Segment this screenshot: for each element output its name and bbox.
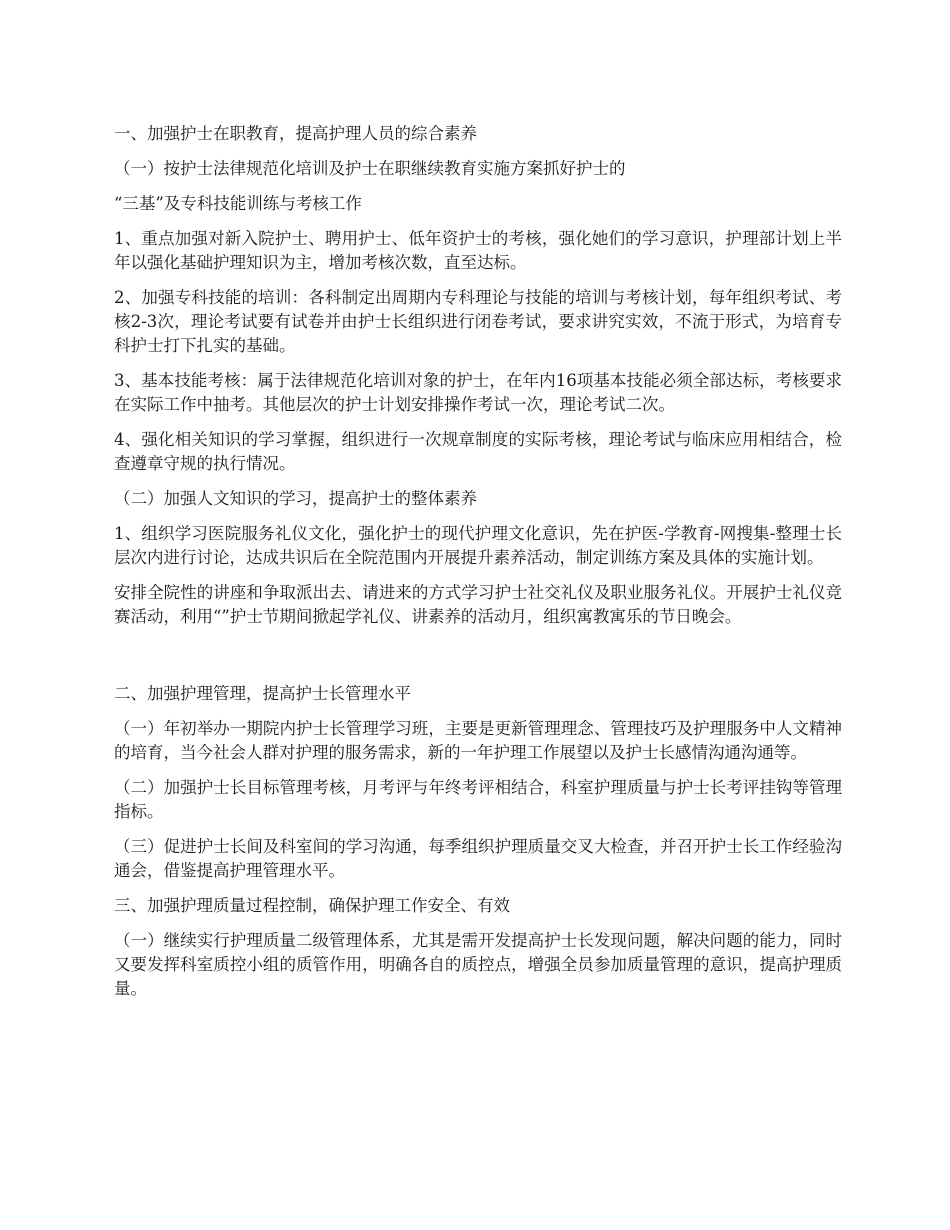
section-heading-3: 三、加强护理质量过程控制，确保护理工作安全、有效: [114, 896, 510, 915]
subsection-heading-1-1-cont: “三基”及专科技能训练与考核工作: [114, 194, 362, 213]
section-spacer: [114, 640, 842, 682]
subsection-heading-1-2: （二）加强人文知识的学习，提高护士的整体素养: [114, 489, 477, 508]
paragraph-1-1-2: 2、加强专科技能的培训：各科制定出周期内专科理论与技能的培训与考核计划，每年组织考试、考核2-3次，理论考试要有试卷并由护士长组织进行闭卷考试，要求讲究实效，不流于形式，为培育专科护士打下扎实的基础。: [114, 288, 842, 355]
subsection-heading-1-1: （一）按护士法律规范化培训及护士在职继续教育实施方案抓好护士的: [114, 159, 626, 178]
paragraph-1-1-4: 4、强化相关知识的学习掌握，组织进行一次规章制度的实际考核，理论考试与临床应用相结合，检查遵章守规的执行情况。: [114, 430, 842, 473]
section-heading-1: 一、加强护士在职教育，提高护理人员的综合素养: [114, 124, 477, 143]
paragraph-1-1-1: 1、重点加强对新入院护士、聘用护士、低年资护士的考核，强化她们的学习意识，护理部计划上半年以强化基础护理知识为主，增加考核次数，直至达标。: [114, 229, 842, 272]
paragraph-3-1: （一）继续实行护理质量二级管理体系，尤其是需开发提高护士长发现问题，解决问题的能力，同时又要发挥科室质控小组的质管作用，明确各自的质控点，增强全员参加质量管理的意识，提高护理质量。: [114, 931, 842, 998]
paragraph-2-1: （一）年初举办一期院内护士长管理学习班，主要是更新管理理念、管理技巧及护理服务中人文精神的培育，当今社会人群对护理的服务需求，新的一年护理工作展望以及护士长感情沟通沟通等。: [114, 719, 842, 762]
paragraph-1-2-2: 安排全院性的讲座和争取派出去、请进来的方式学习护士社交礼仪及职业服务礼仪。开展护士礼仪竞赛活动，利用“”护士节期间掀起学礼仪、讲素养的活动月，组织寓教寓乐的节日晚会。: [114, 583, 842, 626]
section-heading-2: 二、加强护理管理，提高护士长管理水平: [114, 684, 411, 703]
paragraph-2-2: （二）加强护士长目标管理考核，月考评与年终考评相结合，科室护理质量与护士长考评挂钩等管理指标。: [114, 778, 842, 821]
paragraph-1-1-3: 3、基本技能考核：属于法律规范化培训对象的护士，在年内16项基本技能必须全部达标，考核要求在实际工作中抽考。其他层次的护士计划安排操作考试一次，理论考试二次。: [114, 371, 842, 414]
document-page: [114, 122, 842, 1012]
paragraph-1-2-1: 1、组织学习医院服务礼仪文化，强化护士的现代护理文化意识，先在护医-学教育-网搜集-整理士长层次内进行讨论，达成共识后在全院范围内开展提升素养活动，制定训练方案及具体的实施计划。: [114, 524, 842, 567]
paragraph-2-3: （三）促进护士长间及科室间的学习沟通，每季组织护理质量交叉大检查，并召开护士长工作经验沟通会，借鉴提高护理管理水平。: [114, 837, 842, 880]
